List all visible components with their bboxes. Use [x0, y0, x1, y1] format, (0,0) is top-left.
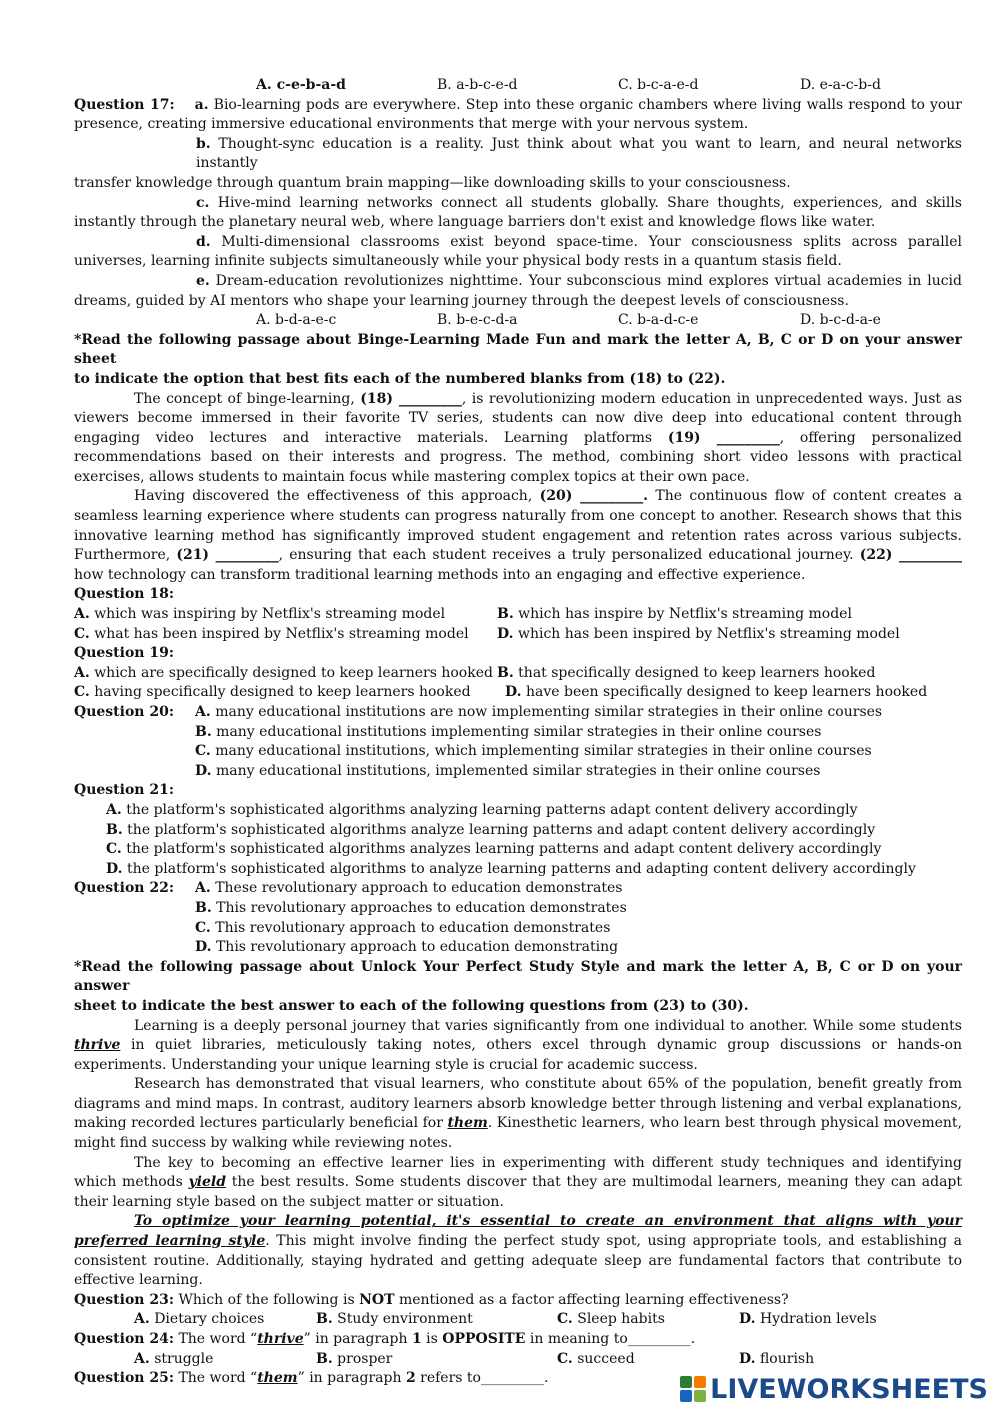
q17-options	[74, 311, 962, 331]
q25-stem: Question 25: The word “them” in paragraph 2 refers to_________.	[74, 1370, 549, 1387]
q19-option-b[interactable]: B. that specifically designed to keep learners hooked	[497, 664, 876, 681]
word-them: them	[447, 1115, 488, 1132]
q18-option-c[interactable]: C. what has been inspired by Netflix's streaming model	[74, 625, 469, 642]
q21-row-a	[74, 801, 962, 821]
q17-item-e-line1: e. Dream-education revolutionizes nighttime. Your subconscious mind explores virtual academies in lucid	[196, 272, 962, 289]
q17-item-a-line2: presence, creating immersive educational environments that merge with your nervous system.	[74, 116, 749, 133]
instruction-1-line2: to indicate the option that best fits each of the numbered blanks from (18) to (22).	[74, 370, 726, 387]
logo-square-2	[694, 1376, 706, 1388]
q21-option-b[interactable]: B. the platform's sophisticated algorithms analyze learning patterns and adapt content delivery accordingly	[106, 821, 876, 838]
q17-item-c-line2: instantly through the planetary neural web, where language barriers don't exist and knowledge flows like water.	[74, 214, 876, 231]
q16-option-c[interactable]: C. b-c-a-e-d	[618, 77, 699, 93]
q20-label: Question 20:	[74, 704, 174, 720]
q23-option-b[interactable]: B. Study environment	[316, 1311, 473, 1328]
q21-row-d	[74, 860, 962, 880]
q22-label: Question 22:	[74, 880, 174, 897]
q22-option-c[interactable]: C. This revolutionary approach to education demonstrates	[195, 919, 611, 936]
q18-row-cd	[74, 625, 962, 645]
passage-2-paragraph-3: The key to becoming an effective learner lies in experimenting with different study techniques and identifying which methods yield the best results. Some students discover that they are multimodal learners, meaning they can adapt their learning style based on the subject matter or situation.	[74, 1154, 963, 1210]
q18-row-ab	[74, 605, 962, 625]
q21-label: Question 21:	[74, 782, 174, 799]
instruction-2-line1: *Read the following passage about Unlock Your Perfect Study Style and mark the letter A, B, C or D on your answer	[74, 958, 962, 995]
passage-2-paragraph-1: Learning is a deeply personal journey that varies significantly from one individual to another. While some students thrive in quiet libraries, meticulously taking notes, others excel through dynamic group discussions or hands-on experiments. Understanding your unique learning style is crucial for academic success.	[74, 1017, 962, 1073]
q22-option-b[interactable]: B. This revolutionary approaches to education demonstrates	[195, 899, 627, 916]
blank-19[interactable]: (19) _________	[667, 429, 780, 446]
passage-1-paragraph-1: The concept of binge-learning, (18) _________, is revolutionizing modern education in unprecedented ways. Just as viewers become immersed in their favorite TV series, students can now dive deep into educational content through engaging video lectures and interactive materials. Learning platforms (19) _________, offering personalized recommendations based on their interests and progress. The method, combining short video lessons with practical exercises, allows students to maintain focus while mastering complex topics at their own pace.	[74, 390, 963, 485]
q24-stem: Question 24: The word “thrive” in paragraph 1 is OPPOSITE in meaning to_________.	[74, 1331, 696, 1347]
question-17	[74, 96, 962, 331]
q17-item-d-line2: universes, learning infinite subjects simultaneously while your physical body rests in a quantum stasis field.	[74, 253, 842, 270]
q20-option-b[interactable]: B. many educational institutions implementing similar strategies in their online courses	[195, 723, 822, 740]
q24-option-b[interactable]: B. prosper	[316, 1350, 393, 1367]
q17-item-b-line2: transfer knowledge through quantum brain mapping—like downloading skills to your consciousness.	[74, 174, 791, 191]
q19-option-c[interactable]: C. having specifically designed to keep learners hooked	[74, 684, 471, 701]
logo-square-3	[680, 1390, 692, 1402]
q20-row-d	[74, 762, 962, 782]
word-thrive: thrive	[74, 1037, 121, 1054]
instruction-2	[74, 958, 962, 1017]
q17-option-b[interactable]: B. b-e-c-d-a	[437, 312, 518, 329]
q19-option-a[interactable]: A. which are specifically designed to keep learners hooked	[74, 664, 493, 681]
blank-21[interactable]: (21) _________	[176, 547, 279, 564]
q23-option-a[interactable]: A. Dietary choices	[134, 1311, 265, 1328]
q16-options	[74, 76, 962, 96]
q20-row-b	[74, 723, 962, 743]
q19-row-cd	[74, 683, 962, 703]
q20-row-a	[74, 703, 962, 723]
q19-row-ab	[74, 664, 962, 684]
q16-option-b[interactable]: B. a-b-c-e-d	[437, 77, 518, 93]
q23-options	[74, 1310, 962, 1330]
q16-option-d[interactable]: D. e-a-c-b-d	[800, 77, 881, 93]
q21-option-c[interactable]: C. the platform's sophisticated algorithms analyzes learning patterns and adapt content delivery accordingly	[106, 841, 882, 858]
q22-row-c	[74, 919, 962, 939]
q18-option-a[interactable]: A. which was inspiring by Netflix's streaming model	[74, 606, 446, 623]
q19-label: Question 19:	[74, 645, 174, 662]
q20-option-c[interactable]: C. many educational institutions, which implementing similar strategies in their online courses	[195, 743, 872, 760]
instruction-1-line1: *Read the following passage about Binge-Learning Made Fun and mark the letter A, B, C or D on your answer sheet	[74, 331, 962, 368]
q22-row-a	[74, 879, 962, 899]
q23-option-c[interactable]: C. Sleep habits	[557, 1311, 665, 1328]
liveworksheets-logo-icon	[680, 1376, 706, 1402]
logo-square-1	[680, 1376, 692, 1388]
q22-row-d	[74, 938, 962, 958]
q18-label: Question 18:	[74, 586, 174, 603]
q17-option-d[interactable]: D. b-c-d-a-e	[800, 312, 881, 329]
liveworksheets-logo[interactable]	[680, 1372, 988, 1406]
blank-18[interactable]: (18) _________	[360, 390, 462, 407]
q23-option-d[interactable]: D. Hydration levels	[739, 1311, 877, 1328]
q22-row-b	[74, 899, 962, 919]
q20-option-a[interactable]: A. many educational institutions are now implementing similar strategies in their online courses	[195, 704, 883, 720]
passage-1-paragraph-2: Having discovered the effectiveness of this approach, (20) _________. The continuous flow of content creates a seamless learning experience where students can progress naturally from one concept to another. Research shows that this innovative learning method has significantly improved student engagement and retention rates across various subjects. Furthermore, (21) _________, ensuring that each student receives a truly personalized educational journey. (22) _________ how technology can transform traditional learning methods into an engaging and effective experience.	[74, 488, 962, 583]
logo-square-4	[694, 1390, 706, 1402]
q17-item-c-line1: c. Hive-mind learning networks connect all students globally. Share thoughts, experiences, and skills	[196, 194, 962, 211]
instruction-1	[74, 331, 962, 390]
q21-row-b	[74, 821, 962, 841]
q20-option-d[interactable]: D. many educational institutions, implemented similar strategies in their online courses	[195, 762, 821, 779]
q24-options	[74, 1350, 962, 1370]
q17-option-c[interactable]: C. b-a-d-c-e	[618, 312, 699, 329]
q21-option-a[interactable]: A. the platform's sophisticated algorithms analyzing learning patterns adapt content delivery accordingly	[106, 801, 858, 818]
q21-row-c	[74, 840, 962, 860]
q17-item-a-line1: Question 17: a. Bio-learning pods are everywhere. Step into these organic chambers where living walls respond to your	[74, 96, 962, 113]
passage-2-paragraph-4: To optimize your learning potential, it's essential to create an environment that aligns with your preferred learning style. This might involve finding the perfect study spot, using appropriate tools, and establishing a consistent routine. Additionally, staying hydrated and getting adequate sleep are fundamental factors that contribute to effective learning.	[74, 1213, 963, 1289]
q18-option-d[interactable]: D. which has been inspired by Netflix's streaming model	[497, 625, 900, 642]
q17-item-d-line1: d. Multi-dimensional classrooms exist beyond space-time. Your consciousness splits across parallel	[196, 233, 962, 250]
q17-item-e-line2: dreams, guided by AI mentors who shape your learning journey through the deepest levels of consciousness.	[74, 292, 849, 309]
q24-option-c[interactable]: C. succeed	[557, 1350, 635, 1367]
worksheet-page	[74, 76, 962, 1389]
blank-22[interactable]: (22) _________	[859, 547, 962, 564]
word-yield: yield	[188, 1174, 227, 1191]
q21-option-d[interactable]: D. the platform's sophisticated algorithms to analyze learning patterns and adapting content delivery accordingly	[106, 860, 916, 877]
q24-option-d[interactable]: D. flourish	[739, 1350, 815, 1367]
q24-option-a[interactable]: A. struggle	[134, 1350, 214, 1367]
passage-2-paragraph-2: Research has demonstrated that visual learners, who constitute about 65% of the population, benefit greatly from diagrams and mind maps. In contrast, auditory learners absorb knowledge better through listening and verbal explanations, making recorded lectures particularly beneficial for them. Kinesthetic learners, who learn best through physical movement, might find success by walking while reviewing notes.	[74, 1076, 962, 1152]
q19-option-d[interactable]: D. have been specifically designed to keep learners hooked	[505, 684, 928, 701]
q18-option-b[interactable]: B. which has inspire by Netflix's streaming model	[497, 606, 852, 623]
liveworksheets-brand-text: LIVEWORKSHEETS	[710, 1373, 988, 1405]
q17-item-b-line1: b. Thought-sync education is a reality. Just think about what you want to learn, and neural networks instantly	[196, 135, 962, 172]
q23-stem: Question 23: Which of the following is NOT mentioned as a factor affecting learning effectiveness?	[74, 1291, 789, 1308]
q16-option-a[interactable]: A. c-e-b-a-d	[256, 77, 346, 93]
q17-option-a[interactable]: A. b-d-a-e-c	[256, 312, 337, 329]
highlighted-sentence: To optimize your learning potential, it's essential to create an environment that aligns with your preferred learning style	[74, 1213, 962, 1250]
q22-option-a[interactable]: A. These revolutionary approach to education demonstrates	[195, 880, 623, 897]
blank-20[interactable]: (20) _________.	[539, 488, 649, 505]
instruction-2-line2: sheet to indicate the best answer to each of the following questions from (23) to (30).	[74, 997, 749, 1014]
q20-row-c	[74, 742, 962, 762]
q22-option-d[interactable]: D. This revolutionary approach to education demonstrating	[195, 939, 619, 956]
